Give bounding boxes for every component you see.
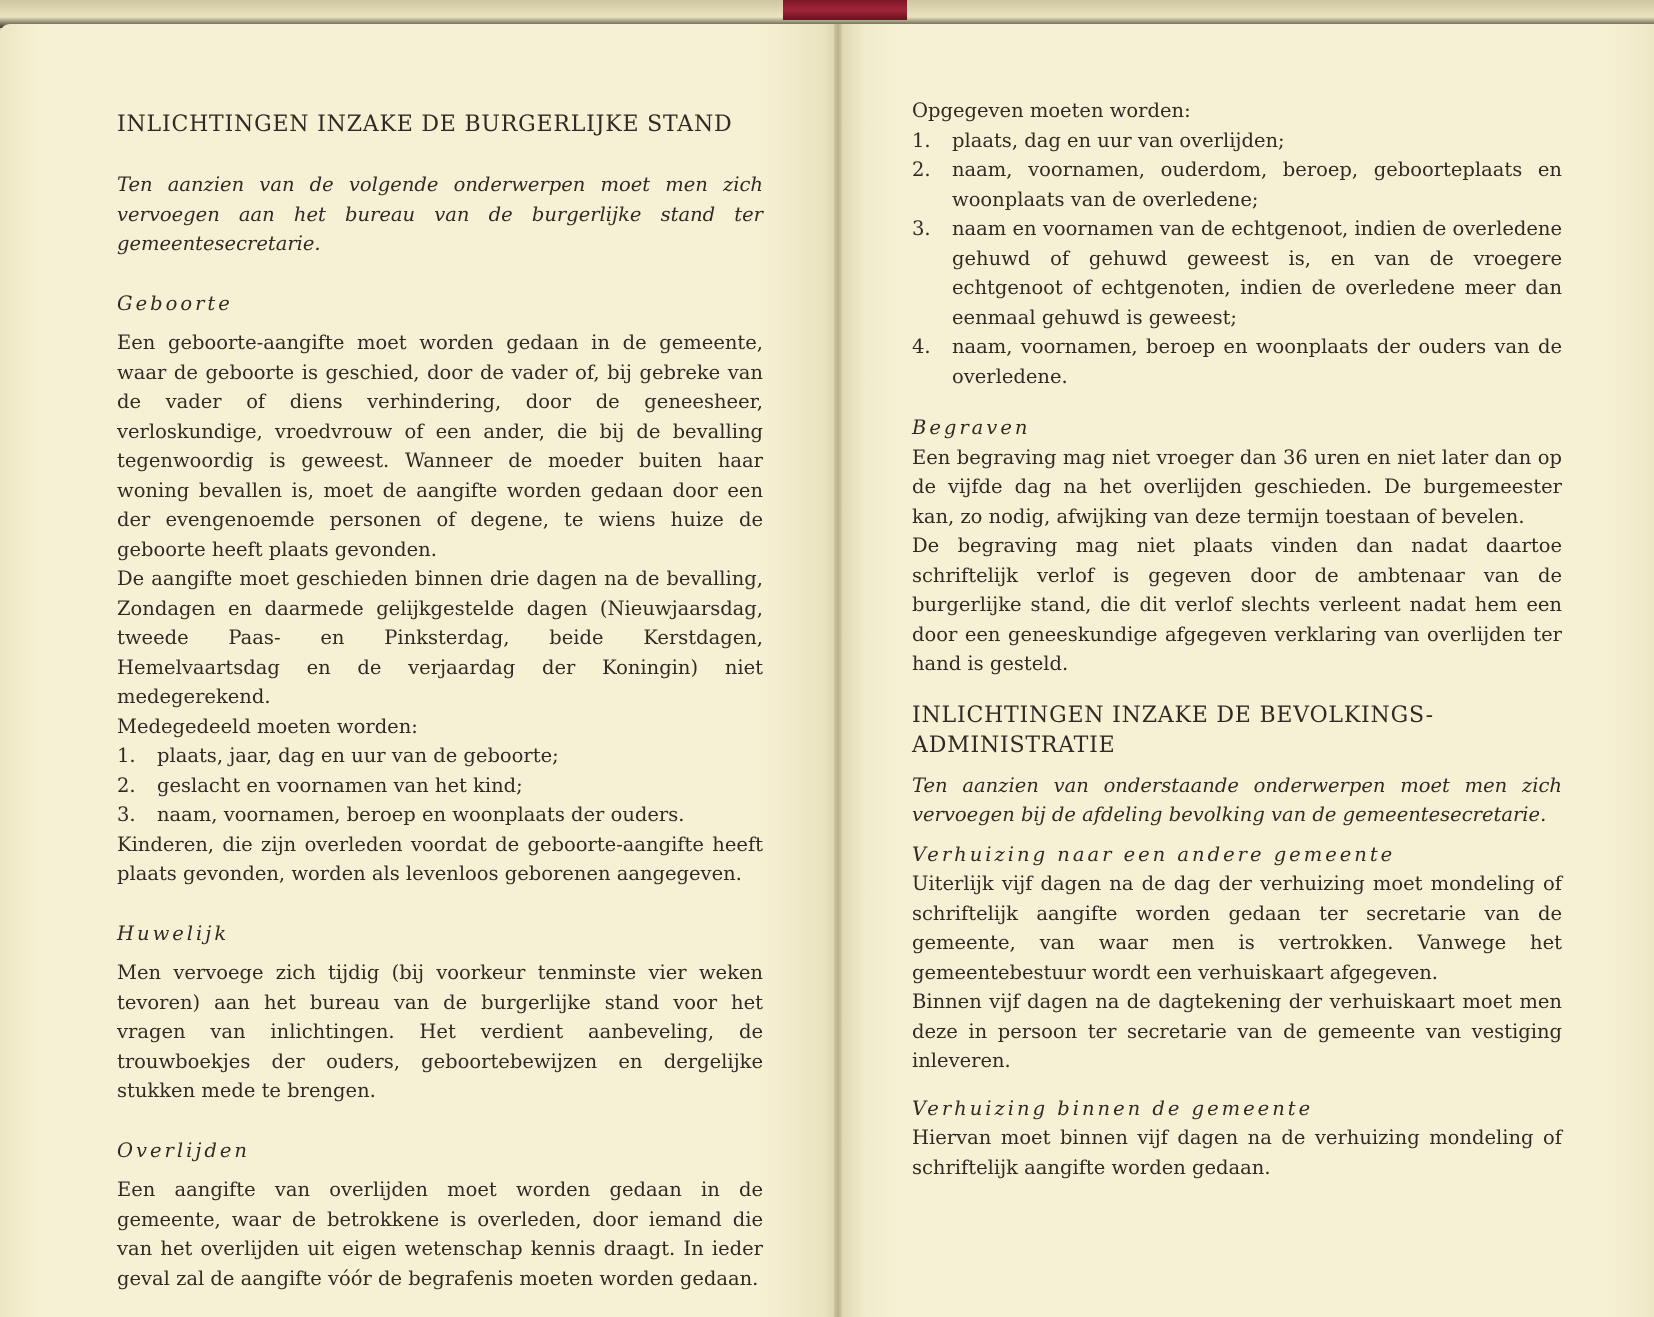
list-item-number: 2. [117, 773, 136, 797]
overlijden-paragraph: Een aangifte van overlijden moet worden gedaan in de gemeente, waar de betrokkene is overleden, door iemand die van het overlijden uit eigen wetenschap kennis draagt. In ieder geval zal de aangifte vóór de begrafenis moeten worden gedaan. [117, 1178, 763, 1290]
verhuizing-andere-paragraph-1: Uiterlijk vijf dagen na de dag der verhuizing moet mondeling of schriftelijk aangifte worden gedaan ter secretarie van de gemeente, van waar men is vertrokken. Vanwege het gemeentebestuur wordt een verhuiskaart afgegeven. [912, 872, 1562, 984]
list-item-number: 3. [912, 217, 931, 240]
list-item-text: plaats, jaar, dag en uur van de geboorte; [157, 744, 559, 767]
section-heading-verhuizing-andere: Verhuizing naar een andere gemeente [912, 842, 1396, 866]
geboorte-paragraph-2: De aangifte moet geschieden binnen drie dagen na de bevalling, Zondagen en daarmede gelijkgestelde dagen (Nieuwjaarsdag, tweede Paas- en Pinksterdag, beide Kerstdagen, Hemelvaartsdag en de verjaardag der Koningin) niet medegerekend. [117, 567, 763, 708]
list-item-text: naam en voornamen van de echtgenoot, indien de overledene gehuwd of gehuwd geweest is, en van de vroegere echtgenoot of echtgenoten, indien de overledene meer dan eenmaal gehuwd is geweest; [952, 217, 1562, 329]
huwelijk-paragraph: Men vervoege zich tijdig (bij voorkeur tenminste vier weken tevoren) aan het bureau van de burgerlijke stand voor het vragen van inlichtingen. Het verdient aanbeveling, de trouwboekjes der ouders, geboortebewijzen en dergelijke stukken mede te brengen. [117, 961, 763, 1102]
right-page-text [912, 96, 1562, 1182]
list-item [912, 155, 1562, 214]
list-item-number: 1. [912, 128, 931, 152]
list-item [912, 214, 1562, 332]
page-title: INLICHTINGEN INZAKE DE BURGERLIJKE STAND [117, 112, 733, 137]
list-item [117, 800, 763, 830]
list-item-number: 1. [117, 744, 136, 767]
geboorte-list [117, 741, 763, 830]
section-heading-verhuizing-binnen: Verhuizing binnen de gemeente [912, 1096, 1314, 1120]
section-heading-huwelijk: Huwelijk [117, 921, 230, 945]
verhuizing-andere-paragraph-2: Binnen vijf dagen na de dagtekening der verhuiskaart moet men deze in persoon ter secretarie van de gemeente van vestiging inleveren. [912, 990, 1562, 1072]
book-gutter [834, 24, 842, 1317]
list-item-text: naam, voornamen, beroep en woonplaats der ouders. [157, 803, 685, 826]
list-item-number: 2. [912, 158, 931, 181]
list-item [912, 126, 1562, 156]
intro-text-bevolking: Ten aanzien van onderstaande onderwerpen moet men zich vervoegen bij de afdeling bevolking van de gemeentesecretarie. [912, 773, 1562, 826]
list-item-text: geslacht en voornamen van het kind; [157, 773, 523, 797]
list-item [117, 741, 763, 771]
opgegeven-lead: Opgegeven moeten worden: [912, 99, 1191, 122]
list-item-number: 4. [912, 335, 931, 358]
geboorte-paragraph-1: Een geboorte-aangifte moet worden gedaan in de gemeente, waar de geboorte is geschied, door de vader of, bij gebreke van de vader of diens verhindering, door de geneesheer, verloskundige, vroedvrouw of een ander, die bij de bevalling tegenwoordig is geweest. Wanneer de moeder buiten haar woning bevallen is, moet de aangifte worden gedaan door een der evengenoemde personen of degene, te wiens huize de geboorte heeft plaats gevonden. [117, 331, 763, 561]
list-item [912, 332, 1562, 391]
opgegeven-list [912, 126, 1562, 392]
section-title-bevolkingsadministratie: INLICHTINGEN INZAKE DE BEVOLKINGS-ADMINISTRATIE [912, 702, 1434, 758]
intro-text: Ten aanzien van de volgende onderwerpen moet men zich vervoegen aan het bureau van de burgerlijke stand ter gemeentesecretarie. [117, 173, 763, 255]
section-heading-geboorte: Geboorte [117, 291, 233, 315]
begraven-paragraph-1: Een begraving mag niet vroeger dan 36 uren en niet later dan op de vijfde dag na het overlijden geschieden. De burgemeester kan, zo nodig, afwijking van deze termijn toestaan of bevelen. [912, 445, 1562, 528]
list-item-text: naam, voornamen, ouderdom, beroep, geboorteplaats en woonplaats van de overledene; [952, 158, 1562, 211]
verhuizing-binnen-paragraph: Hiervan moet binnen vijf dagen na de verhuizing mondeling of schriftelijk aangifte worden gedaan. [912, 1126, 1562, 1179]
section-heading-begraven: Begraven [912, 416, 1031, 439]
geboorte-paragraph-4: Kinderen, die zijn overleden voordat de geboorte-aangifte heeft plaats gevonden, worden als levenloos geborenen aangegeven. [117, 832, 763, 885]
list-item-text: naam, voornamen, beroep en woonplaats der ouders van de overledene. [952, 335, 1562, 388]
list-item-text: plaats, dag en uur van overlijden; [952, 128, 1285, 152]
list-item [117, 771, 763, 801]
section-heading-overlijden: Overlijden [117, 1138, 250, 1162]
list-item-number: 3. [117, 803, 136, 826]
geboorte-paragraph-3: Medegedeeld moeten worden: [117, 714, 418, 738]
left-page-text [117, 110, 763, 1293]
bookmark-ribbon [783, 0, 907, 20]
begraven-paragraph-2: De begraving mag niet plaats vinden dan nadat daartoe schriftelijk verlof is gegeven door de ambtenaar van de burgerlijke stand, die dit verlof slechts verleent nadat hem een door een geneeskundige afgegeven verklaring van overlijden ter hand is gesteld. [912, 534, 1562, 675]
